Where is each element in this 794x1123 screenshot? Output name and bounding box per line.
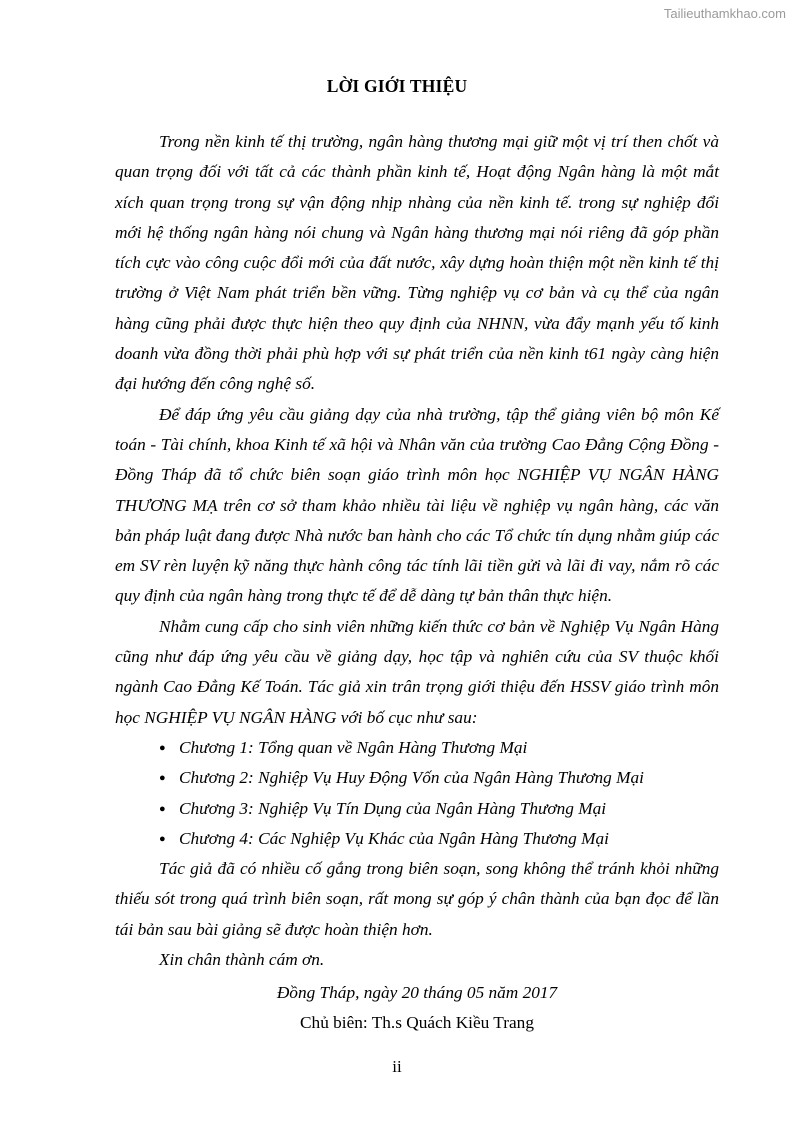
- signature-date: Đồng Tháp, ngày 20 tháng 05 năm 2017: [276, 983, 558, 1002]
- page-title: LỜI GIỚI THIỆU: [326, 76, 468, 96]
- chapter-label: Chương 1: Tổng quan về Ngân Hàng Thương Mại: [179, 737, 528, 757]
- page-number: ii: [392, 1057, 402, 1076]
- chapter-list-item: [115, 763, 719, 793]
- chapter-label: Chương 3: Nghiệp Vụ Tín Dụng của Ngân Hàng Thương Mại: [179, 798, 607, 818]
- bullet-icon: ●: [159, 772, 166, 785]
- watermark-text: Tailieuthamkhao.com: [663, 6, 786, 21]
- bullet-icon: ●: [159, 741, 166, 754]
- chapter-label: Chương 2: Nghiệp Vụ Huy Động Vốn của Ngân Hàng Thương Mại: [179, 768, 644, 788]
- intro-paragraph-1: Trong nền kinh tế thị trường, ngân hàng thương mại giữ một vị trí then chốt và quan trọng đối với tất cả các thành phần kinh tế, Hoạt động Ngân hàng là một mắt xích quan trọng trong sự vận động nhịp nhàng của nền kinh tế. trong sự nghiệp đổi mới hệ thống ngân hàng nói chung và Ngân hàng thương mại nói riêng đã góp phần tích cực vào công cuộc đổi mới của đất nước, xây dựng hoàn thiện một nền kinh tế thị trường ở Việt Nam phát triển bền vững. Từng nghiệp vụ cơ bản và cụ thể của ngân hàng cũng phải được thực hiện theo quy định của NHNN, vừa đẩy mạnh yếu tố kinh doanh vừa đồng thời phải phù hợp với sự phát triển của nền kinh t61 ngày càng hiện đại hướng đến công nghệ số.: [115, 132, 719, 394]
- signature-author: Chủ biên: Th.s Quách Kiều Trang: [300, 1013, 534, 1032]
- chapter-list-item: [115, 824, 719, 854]
- bullet-icon: ●: [159, 832, 166, 845]
- closing-paragraph: Tác giả đã có nhiều cố gắng trong biên soạn, song không thể tránh khỏi những thiếu sót trong quá trình biên soạn, rất mong sự góp ý chân thành của bạn đọc để lần tái bản sau bài giảng sẽ được hoàn thiện hơn.: [115, 859, 719, 939]
- document-body: [115, 127, 719, 975]
- thanks-line: Xin chân thành cám ơn.: [159, 950, 325, 970]
- bullet-icon: ●: [159, 802, 166, 815]
- chapter-list-item: [115, 733, 719, 763]
- chapter-label: Chương 4: Các Nghiệp Vụ Khác của Ngân Hàng Thương Mại: [179, 828, 609, 848]
- intro-paragraph-2: Để đáp ứng yêu cầu giảng dạy của nhà trường, tập thể giảng viên bộ môn Kế toán - Tài chính, khoa Kinh tế xã hội và Nhân văn của trường Cao Đẳng Cộng Đồng - Đồng Tháp đã tổ chức biên soạn giáo trình môn học NGHIỆP VỤ NGÂN HÀNG THƯƠNG MẠ trên cơ sở tham khảo nhiều tài liệu về nghiệp vụ ngân hàng, các văn bản pháp luật đang được Nhà nước ban hành cho các Tổ chức tín dụng nhằm giúp các em SV rèn luyện kỹ năng thực hành công tác tính lãi tiền gửi và lãi đi vay, nắm rõ các quy định của ngân hàng trong thực tế để dễ dàng tự bản thân thực hiện.: [115, 404, 719, 606]
- chapter-list: [115, 733, 719, 854]
- intro-paragraph-3: Nhằm cung cấp cho sinh viên những kiến thức cơ bản về Nghiệp Vụ Ngân Hàng cũng như đáp ứng yêu cầu về giảng dạy, học tập và nghiên cứu của SV thuộc khối ngành Cao Đẳng Kế Toán. Tác giả xin trân trọng giới thiệu đến HSSV giáo trình môn học NGHIỆP VỤ NGÂN HÀNG với bố cục như sau:: [115, 616, 719, 727]
- chapter-list-item: [115, 794, 719, 824]
